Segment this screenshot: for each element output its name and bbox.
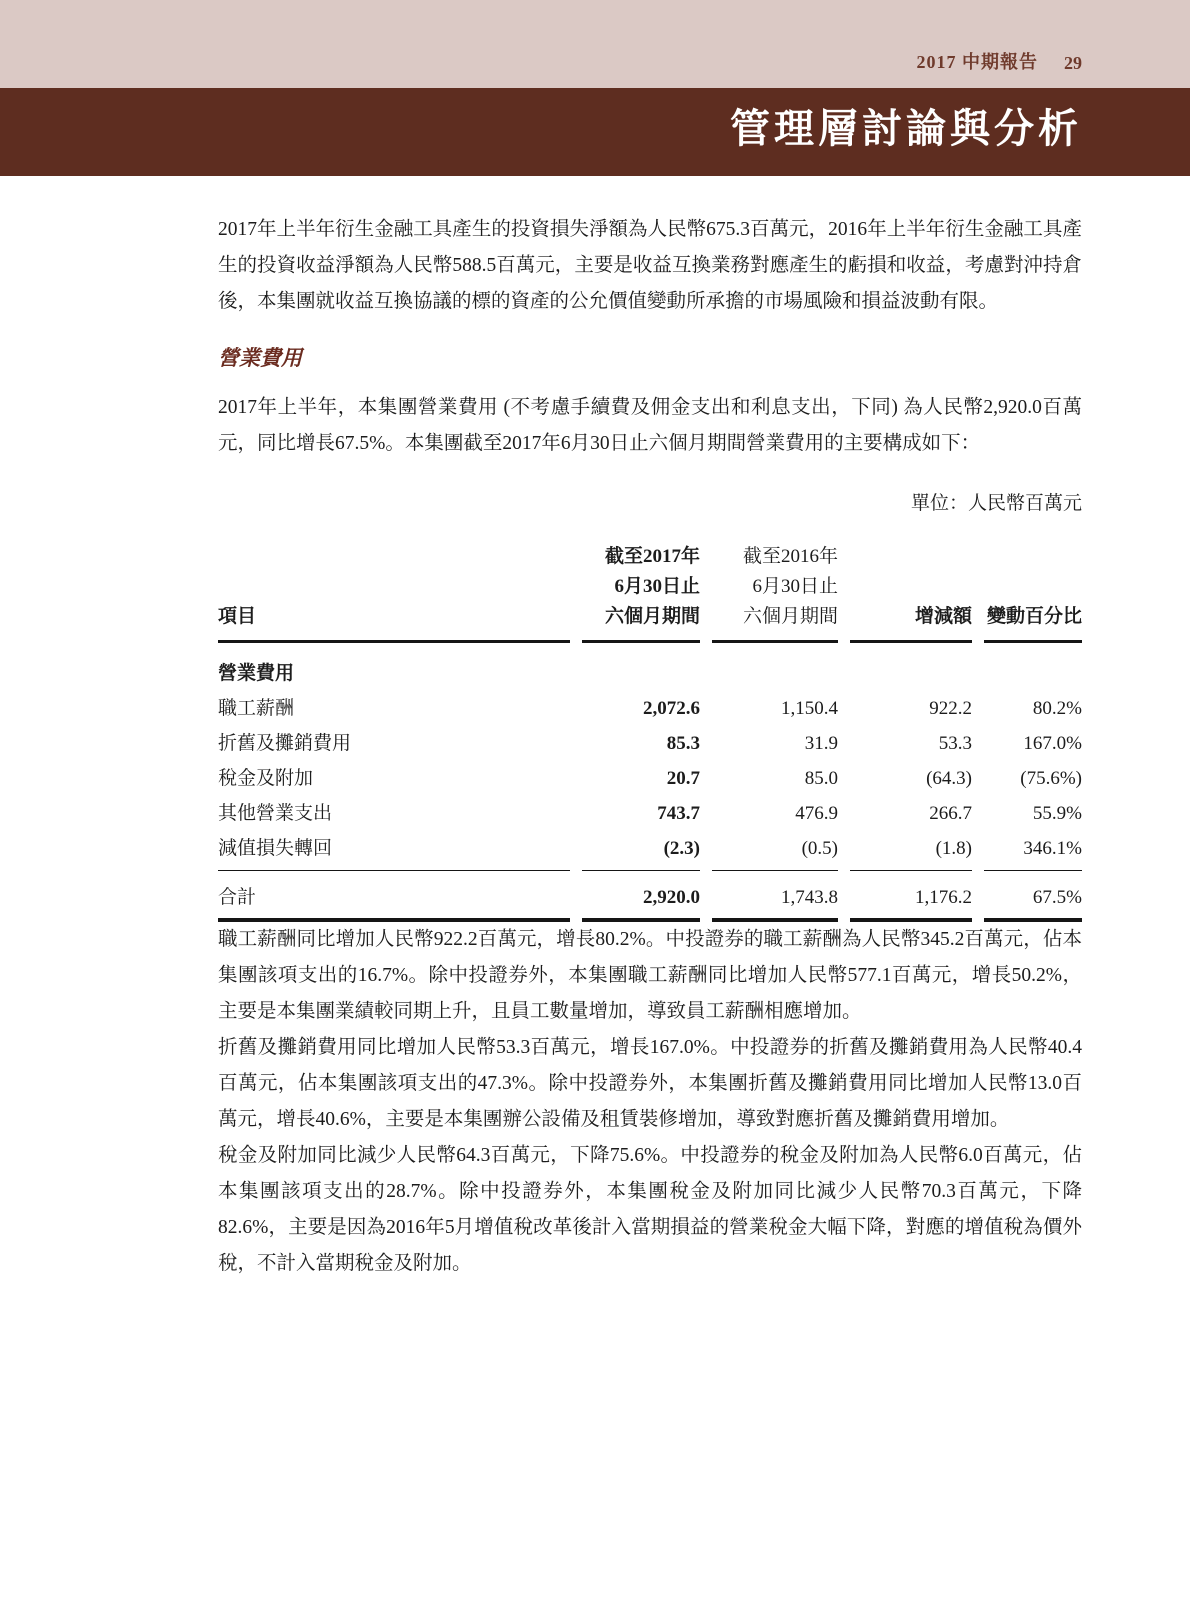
table-row-2017: 20.7 xyxy=(666,768,700,789)
table-total-pct: 67.5% xyxy=(984,871,1082,922)
page-header-bar xyxy=(0,0,1190,88)
table-row-change: 922.2 xyxy=(929,698,972,719)
table-row-2016: 31.9 xyxy=(804,733,838,754)
table-header-2017: 截至2017年 6月30日止 六個月期間 xyxy=(582,542,700,643)
table-row-label: 減值損失轉回 xyxy=(218,825,570,871)
table-total-label: 合計 xyxy=(218,871,570,922)
table-row-label: 其他營業支出 xyxy=(218,803,333,824)
table-header-change: 增減額 xyxy=(850,542,972,643)
banner-title: 管理層討論與分析 xyxy=(730,106,1082,151)
table-row-pct: 80.2% xyxy=(1032,698,1082,719)
table-row-2017: (2.3) xyxy=(582,825,700,871)
paragraph-derivatives: 2017年上半年衍生金融工具產生的投資損失淨額為人民幣675.3百萬元，2016年上半年衍生金融工具產生的投資收益淨額為人民幣588.5百萬元，主要是收益互換業務對應產生的虧損和收益，考慮對沖持倉後，本集團就收益互換協議的標的資產的公允價值變動所承擔的市場風險和損益波動有限。 xyxy=(218,219,1082,312)
paragraph-depreciation: 折舊及攤銷費用同比增加人民幣53.3百萬元，增長167.0%。中投證券的折舊及攤銷費用為人民幣40.4百萬元，佔本集團該項支出的47.3%。除中投證券外，本集團折舊及攤銷費用同比增加人民幣13.0百萬元，增長40.6%，主要是本集團辦公設備及租賃裝修增加，導致對應折舊及攤銷費用增加。 xyxy=(218,1037,1082,1130)
table-total-2016: 1,743.8 xyxy=(712,871,838,922)
table-row-change: 266.7 xyxy=(929,803,972,824)
table-header-change-pct: 變動百分比 xyxy=(984,542,1082,643)
section-heading-operating-expenses: 營業費用 xyxy=(218,346,302,370)
table-row-pct: 346.1% xyxy=(984,825,1082,871)
page-content xyxy=(218,176,1082,1282)
table-row-pct: (75.6%) xyxy=(1020,768,1082,789)
table-row-pct: 167.0% xyxy=(1023,733,1082,754)
table-row-label: 稅金及附加 xyxy=(218,768,314,789)
table-total-change: 1,176.2 xyxy=(850,871,972,922)
table-row-change: (64.3) xyxy=(926,768,972,789)
table-unit-note: 單位：人民幣百萬元 xyxy=(910,493,1082,514)
table-row-2017: 743.7 xyxy=(657,803,700,824)
table-total-2017: 2,920.0 xyxy=(582,871,700,922)
table-row-label: 職工薪酬 xyxy=(218,698,295,719)
table-row-2016: 1,150.4 xyxy=(781,698,838,719)
table-row-change: (1.8) xyxy=(850,825,972,871)
table-row-2017: 2,072.6 xyxy=(643,698,700,719)
report-title: 2017 中期報告 xyxy=(916,52,1038,72)
table-header-item: 項目 xyxy=(218,542,570,643)
table-section-row: 營業費用 xyxy=(218,663,295,684)
paragraph-taxes: 稅金及附加同比減少人民幣64.3百萬元，下降75.6%。中投證券的稅金及附加為人民幣6.0百萬元，佔本集團該項支出的28.7%。除中投證券外，本集團稅金及附加同比減少人民幣70.3百萬元，下降82.6%，主要是因為2016年5月增值稅改革後計入當期損益的營業稅金大幅下降，對應的增值稅為價外稅，不計入當期稅金及附加。 xyxy=(218,1145,1082,1274)
table-row-2016: 476.9 xyxy=(795,803,838,824)
page-number: 29 xyxy=(1064,53,1082,73)
operating-expenses-table xyxy=(218,542,1082,922)
table-row-change: 53.3 xyxy=(938,733,972,754)
paragraph-operating-expenses: 2017年上半年，本集團營業費用 (不考慮手續費及佣金支出和利息支出，下同) 為人民幣2,920.0百萬元，同比增長67.5%。本集團截至2017年6月30日止六個月期間營業費用的主要構成如下： xyxy=(218,397,1082,454)
table-row-2016: 85.0 xyxy=(804,768,838,789)
table-row-label: 折舊及攤銷費用 xyxy=(218,733,352,754)
table-row-2016: (0.5) xyxy=(712,825,838,871)
paragraph-staff-costs: 職工薪酬同比增加人民幣922.2百萬元，增長80.2%。中投證券的職工薪酬為人民幣345.2百萬元，佔本集團該項支出的16.7%。除中投證券外，本集團職工薪酬同比增加人民幣577.1百萬元，增長50.2%，主要是本集團業績較同期上升，且員工數量增加，導致員工薪酬相應增加。 xyxy=(218,929,1082,1022)
section-banner xyxy=(0,88,1190,176)
table-row-2017: 85.3 xyxy=(666,733,700,754)
table-header-2016: 截至2016年 6月30日止 六個月期間 xyxy=(712,542,838,643)
table-row-pct: 55.9% xyxy=(1032,803,1082,824)
